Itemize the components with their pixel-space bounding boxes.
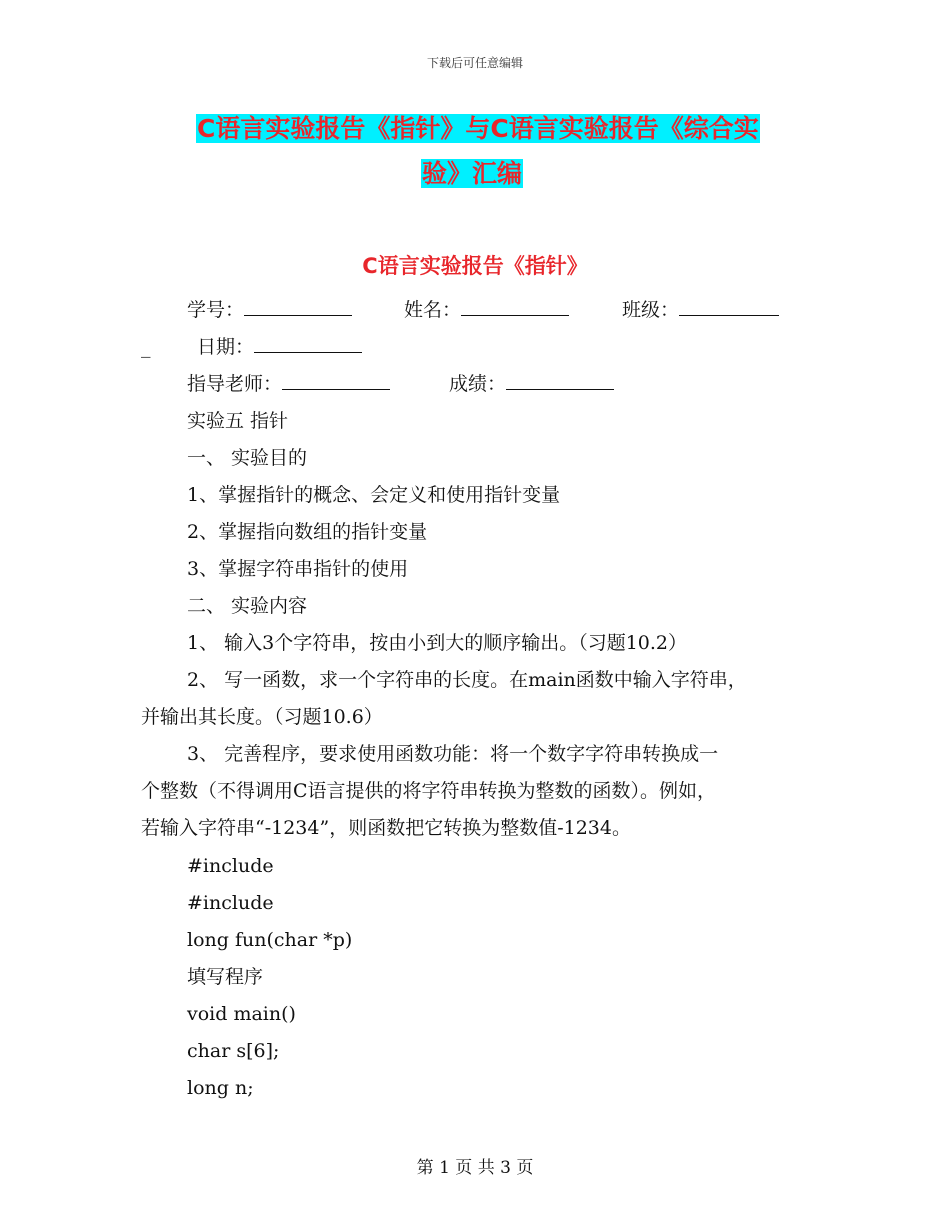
class-blank-tail: _ <box>141 336 151 358</box>
class-field: 班级： <box>622 296 779 324</box>
goal-item: 2、掌握指向数组的指针变量 <box>187 521 428 543</box>
date-field: 日期： <box>197 333 362 361</box>
name-field: 姓名： <box>404 296 569 324</box>
page-header-note: 下载后可任意编辑 <box>426 56 523 70</box>
student-no-blank <box>244 299 352 316</box>
document-title-line-1: C语言实验报告《指针》与C语言实验报告《综合实 <box>197 114 759 143</box>
section-heading-goals: 一、 实验目的 <box>187 447 308 469</box>
task-3-line-3: 若输入字符串“-1234”，则函数把它转换为整数值-1234。 <box>141 817 631 839</box>
experiment-title: 实验五 指针 <box>187 410 289 432</box>
code-line: void main() <box>187 1003 296 1025</box>
score-blank <box>506 373 614 390</box>
date-blank <box>254 336 362 353</box>
teacher-blank <box>282 373 390 390</box>
code-line: #include <box>187 855 274 877</box>
goal-item: 3、掌握字符串指针的使用 <box>187 558 409 580</box>
code-line: long n; <box>187 1077 254 1099</box>
task-3-line-2: 个整数（不得调用C语言提供的将字符串转换为整数的函数）。例如， <box>141 780 717 802</box>
section-title: C语言实验报告《指针》 <box>362 254 588 278</box>
code-line: 填写程序 <box>187 966 264 988</box>
student-no-field: 学号： <box>187 296 352 324</box>
teacher-field: 指导老师： <box>187 370 390 398</box>
section-heading-content: 二、 实验内容 <box>187 595 308 617</box>
page-number: 第 1 页 共 3 页 <box>416 1158 534 1178</box>
score-field: 成绩： <box>449 370 614 398</box>
code-line: long fun(char *p) <box>187 929 353 951</box>
goal-item: 1、掌握指针的概念、会定义和使用指针变量 <box>187 484 561 506</box>
code-line: char s[6]; <box>187 1040 280 1062</box>
task-2-line-2: 并输出其长度。（习题10.6） <box>141 706 383 728</box>
task-3-line-1: 3、 完善程序，要求使用函数功能：将一个数字字符串转换成一 <box>187 743 719 765</box>
task-1: 1、 输入3个字符串，按由小到大的顺序输出。（习题10.2） <box>187 632 688 654</box>
document-title-line-2: 验》汇编 <box>422 159 523 188</box>
task-2-line-1: 2、 写一函数，求一个字符串的长度。在main函数中输入字符串， <box>187 669 747 691</box>
code-line: #include <box>187 892 274 914</box>
class-blank <box>679 299 779 316</box>
name-blank <box>461 299 569 316</box>
